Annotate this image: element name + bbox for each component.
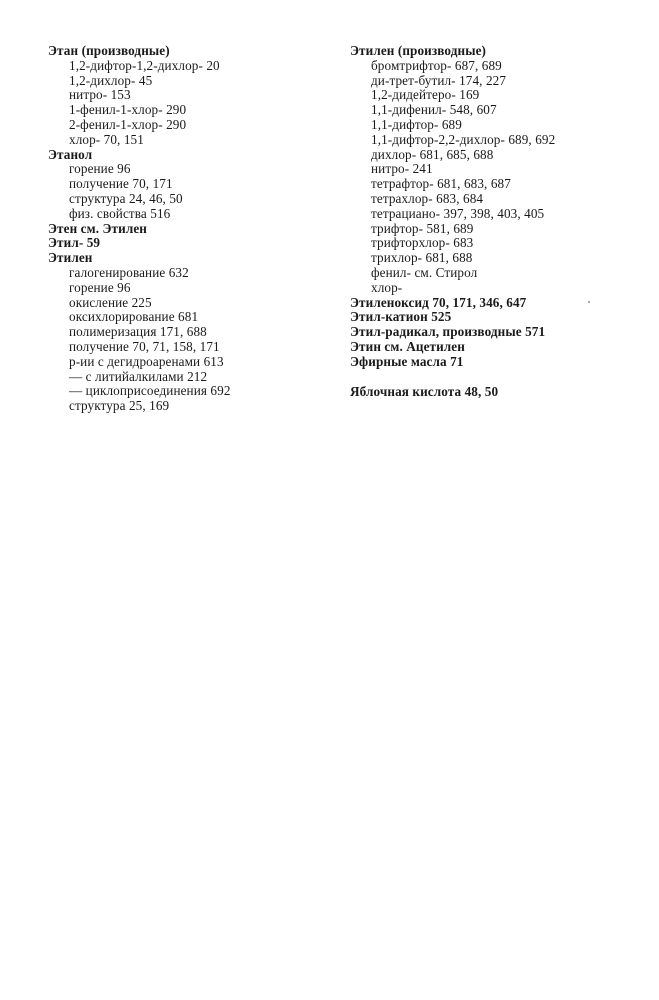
index-heading: Этан (производные) [48, 43, 170, 58]
speck-mark [588, 301, 590, 303]
index-subentry: трихлор- 681, 688 [371, 250, 473, 266]
index-subentry: — циклоприсоединения 692 [69, 383, 231, 399]
index-subentry: 1,1-дифенил- 548, 607 [371, 102, 497, 118]
index-subentry: 1,1-дифтор-2,2-дихлор- 689, 692 [371, 131, 556, 147]
index-heading: Этиленоксид 70, 171, 346, 647 [350, 294, 527, 310]
index-subentry: получение 70, 71, 158, 171 [69, 338, 220, 354]
index-subentry: фенил- см. Стирол [371, 264, 478, 280]
index-subentry: бромтрифтор- 687, 689 [371, 57, 502, 73]
index-spacer [350, 370, 640, 385]
index-subentry: 1,2-дидейтеро- 169 [371, 87, 480, 103]
index-subentry: дихлор- 681, 685, 688 [371, 146, 494, 162]
index-heading: Этил-радикал, производные 571 [350, 324, 546, 340]
index-subentry: — с литийалкилами 212 [69, 368, 208, 384]
index-subentry: трифтор- 581, 689 [371, 220, 474, 236]
index-subentry: тетрафтор- 681, 683, 687 [371, 176, 511, 192]
index-subentry: нитро- 241 [371, 161, 433, 177]
index-subentry: 1,2-дифтор-1,2-дихлор- 20 [69, 57, 220, 73]
index-subentry: горение 96 [69, 279, 131, 295]
index-heading: Этил- 59 [48, 235, 101, 251]
index-subentry: тетрахлор- 683, 684 [371, 190, 484, 206]
index-subentry: горение 96 [69, 161, 131, 177]
index-subentry: нитро- 153 [69, 87, 131, 103]
index-subentry: окисление 225 [69, 294, 152, 310]
index-heading: Этил-катион 525 [350, 309, 452, 325]
index-subentry: трифторхлор- 683 [371, 235, 474, 251]
index-heading: Этанол [48, 146, 93, 162]
index-subentry: 2-фенил-1-хлор- 290 [69, 116, 187, 132]
index-subentry: ди-трет-бутил- 174, 227 [371, 72, 507, 88]
index-subentry: хлор- 70, 151 [69, 131, 144, 147]
index-heading: Этилен (производные) [350, 43, 487, 58]
index-column-left [48, 44, 318, 414]
index-heading: Этин см. Ацетилен [350, 338, 465, 354]
index-subentry: галогенирование 632 [69, 264, 189, 280]
index-heading: Этилен [48, 250, 93, 266]
index-subentry: хлор- [371, 279, 403, 295]
index-subentry: физ. свойства 516 [69, 205, 171, 221]
index-subentry: 1,1-дифтор- 689 [371, 116, 462, 132]
index-heading: Яблочная кислота 48, 50 [350, 383, 499, 399]
index-subentry: структура 25, 169 [69, 398, 170, 414]
index-subentry: р-ии с дегидроаренами 613 [69, 353, 224, 369]
index-subentry: 1,2-дихлор- 45 [69, 72, 153, 88]
index-subentry: 1-фенил-1-хлор- 290 [69, 102, 187, 118]
index-heading: Этен см. Этилен [48, 220, 147, 236]
index-subentry: структура 24, 46, 50 [69, 190, 183, 206]
index-subentry: полимеризация 171, 688 [69, 324, 207, 340]
index-heading: Эфирные масла 71 [350, 353, 464, 369]
index-subentry: оксихлорирование 681 [69, 309, 199, 325]
index-column-right [350, 44, 640, 399]
index-subentry: тетрациано- 397, 398, 403, 405 [371, 205, 545, 221]
index-subentry: получение 70, 171 [69, 176, 173, 192]
